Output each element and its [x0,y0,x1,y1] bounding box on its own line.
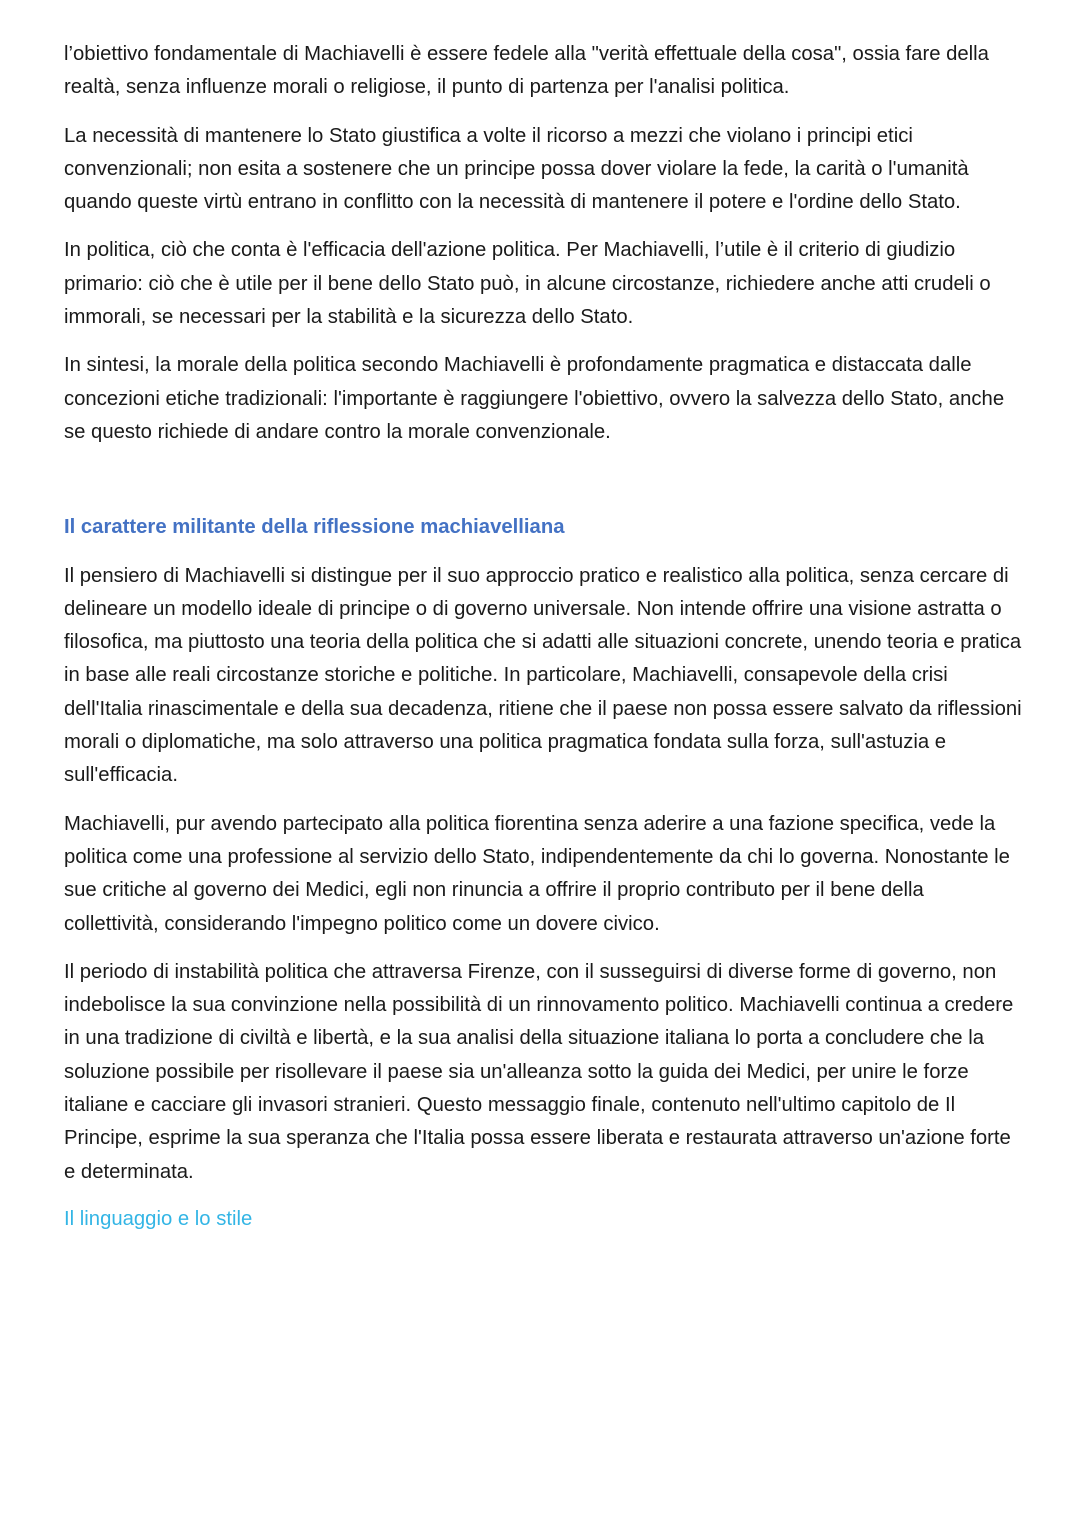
paragraph-approccio-pratico: Il pensiero di Machiavelli si distingue per il suo approccio pratico e realistico alla politica, senza cercare di delineare un modello ideale di principe o di governo universale. Non intende offrire una visione astratta o filosofica, ma piuttosto una teoria della politica che si adatti alle situazioni concrete, unendo teoria e pratica in base alle reali circostanze storiche e politiche. In particolare, Machiavelli, consapevole della crisi dell'Italia rinascimentale e della sua decadenza, ritiene che il paese non possa essere salvato da riflessioni morali o diplomatiche, ma solo attraverso una politica pragmatica fondata sulla forza, sull'astuzia e sull'efficacia. [64,564,1022,787]
section-heading-linguaggio-stile: Il linguaggio e lo stile [64,1207,253,1230]
paragraph-politica-professione: Machiavelli, pur avendo partecipato alla politica fiorentina senza aderire a una fazione specifica, vede la politica come una professione al servizio dello Stato, indipendentemente da chi lo governa. Nonostante le sue critiche al governo dei Medici, egli non rinuncia a offrire il proprio contributo per il bene della collettività, considerando l'impegno politico come un dovere civico. [64,812,1010,935]
paragraph-verita-effettuale: l’obiettivo fondamentale di Machiavelli è essere fedele alla "verità effettuale della cosa", ossia fare della realtà, senza influenze morali o religiose, il punto di partenza per l'analisi politica. [64,43,989,99]
paragraph-necessita-stato: La necessità di mantenere lo Stato giustifica a volte il ricorso a mezzi che violano i principi etici convenzionali; non esita a sostenere che un principe possa dover violare la fede, la carità o l'umanità quando queste virtù entrano in conflitto con la necessità di mantenere il potere e l'ordine dello Stato. [64,124,969,214]
section-heading-carattere-militante: Il carattere militante della riflessione machiavelliana [64,516,565,539]
document-page [64,38,1024,1236]
paragraph-sintesi-morale: In sintesi, la morale della politica secondo Machiavelli è profondamente pragmatica e distaccata dalle concezioni etiche tradizionali: l'importante è raggiungere l'obiettivo, ovvero la salvezza dello Stato, anche se questo richiede di andare contro la morale convenzionale. [64,354,1005,443]
paragraph-instabilita-firenze: Il periodo di instabilità politica che attraversa Firenze, con il susseguirsi di diverse forme di governo, non indebolisce la sua convinzione nella possibilità di un rinnovamento politico. Machiavelli continua a credere in una tradizione di civiltà e libertà, e la sua analisi della situazione italiana lo porta a concludere che la soluzione possibile per risollevare il paese sia un'alleanza sotto la guida dei Medici, per unire le forze italiane e cacciare gli invasori stranieri. Questo messaggio finale, contenuto nell'ultimo capitolo de Il Principe, esprime la sua speranza che l'Italia possa essere liberata e restaurata attraverso un'azione forte e determinata. [64,960,1014,1183]
paragraph-efficacia-politica: In politica, ciò che conta è l'efficacia dell'azione politica. Per Machiavelli, l’utile è il criterio di giudizio primario: ciò che è utile per il bene dello Stato può, in alcune circostanze, richiedere anche atti crudeli o immorali, se necessari per la stabilità e la sicurezza dello Stato. [64,239,991,329]
